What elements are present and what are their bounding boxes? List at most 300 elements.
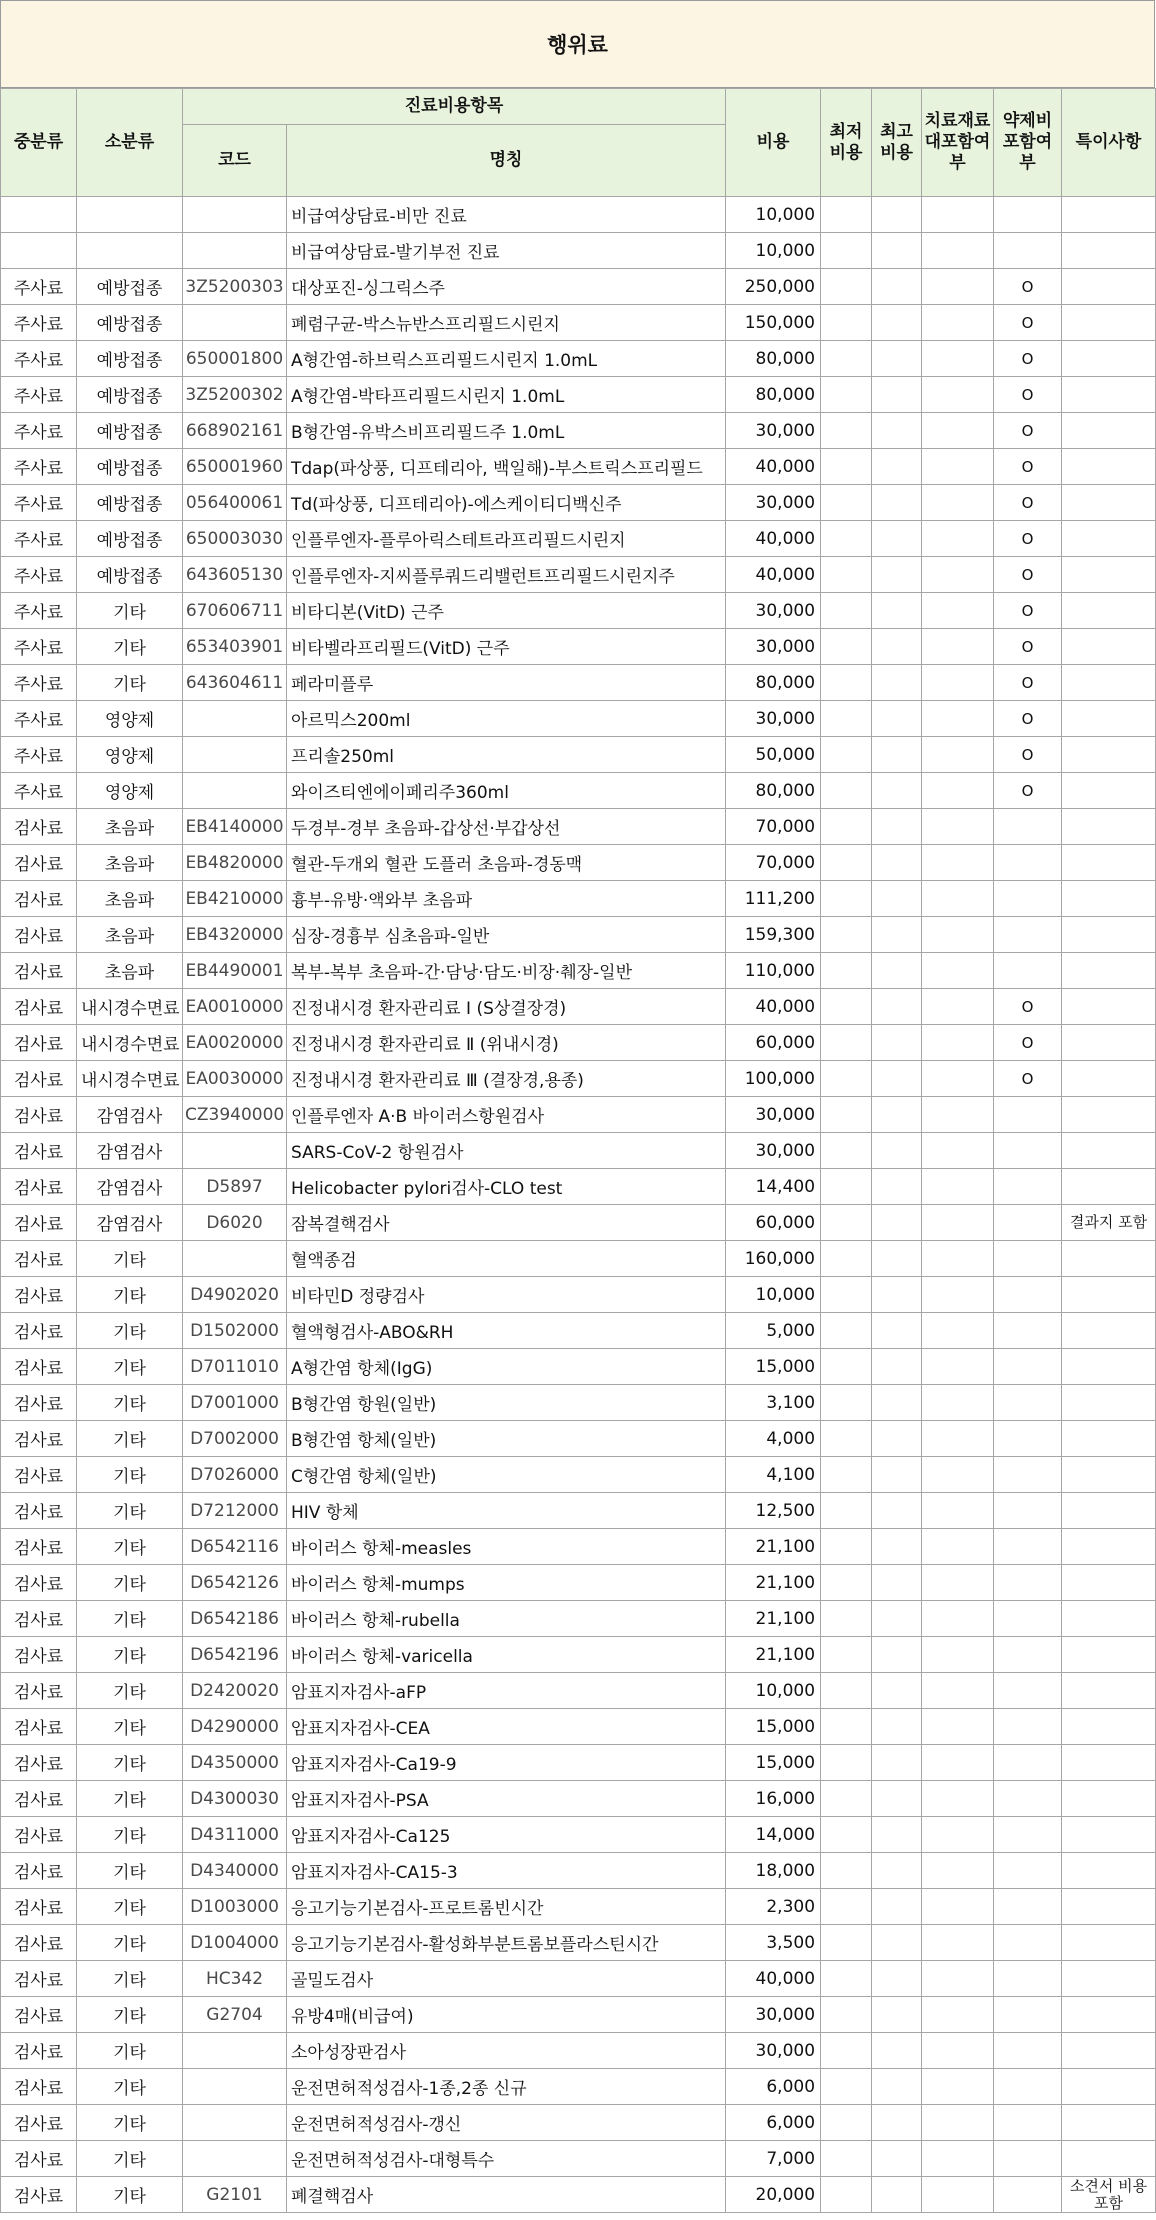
cell-max-cost: [872, 1637, 922, 1673]
table-row: [1, 953, 1156, 989]
cell-name: SARS-CoV-2 항원검사: [287, 1133, 726, 1169]
cell-max-cost: [872, 1097, 922, 1133]
cell-max-cost: [872, 1493, 922, 1529]
cell-max-cost: [872, 665, 922, 701]
cell-remarks: [1062, 1277, 1156, 1313]
cell-code: 643605130: [183, 557, 287, 593]
cell-sub-category: 기타: [77, 1493, 183, 1529]
cell-drug-included: O: [994, 1025, 1062, 1061]
cell-remarks: 결과지 포함: [1062, 1205, 1156, 1241]
cell-min-cost: [821, 1637, 872, 1673]
cell-name: B형간염 항원(일반): [287, 1385, 726, 1421]
cell-max-cost: [872, 233, 922, 269]
cell-cost: 12,500: [726, 1493, 821, 1529]
cell-min-cost: [821, 1745, 872, 1781]
cell-code: D2420020: [183, 1673, 287, 1709]
cell-remarks: [1062, 953, 1156, 989]
cell-min-cost: [821, 1133, 872, 1169]
cell-material-included: [922, 269, 994, 305]
cell-min-cost: [821, 773, 872, 809]
cell-min-cost: [821, 737, 872, 773]
cell-name: 혈액종검: [287, 1241, 726, 1277]
cell-material-included: [922, 701, 994, 737]
cell-cost: 30,000: [726, 2033, 821, 2069]
cell-drug-included: O: [994, 485, 1062, 521]
cell-code: D1502000: [183, 1313, 287, 1349]
cell-name: 심장-경흉부 심초음파-일반: [287, 917, 726, 953]
cell-code: 3Z5200303: [183, 269, 287, 305]
cell-min-cost: [821, 665, 872, 701]
cell-drug-included: O: [994, 557, 1062, 593]
cell-sub-category: 내시경수면료: [77, 1061, 183, 1097]
cell-max-cost: [872, 485, 922, 521]
cell-drug-included: [994, 1601, 1062, 1637]
cell-material-included: [922, 593, 994, 629]
cell-name: 골밀도검사: [287, 1961, 726, 1997]
cell-remarks: [1062, 1925, 1156, 1961]
cell-sub-category: 초음파: [77, 953, 183, 989]
cell-code: EA0020000: [183, 1025, 287, 1061]
cell-code: D4350000: [183, 1745, 287, 1781]
cell-cost: 10,000: [726, 197, 821, 233]
cell-material-included: [922, 773, 994, 809]
cell-max-cost: [872, 809, 922, 845]
cell-material-included: [922, 1421, 994, 1457]
cell-drug-included: O: [994, 629, 1062, 665]
cell-drug-included: O: [994, 701, 1062, 737]
cell-remarks: [1062, 341, 1156, 377]
cell-drug-included: O: [994, 665, 1062, 701]
cell-drug-included: O: [994, 989, 1062, 1025]
cell-sub-category: 초음파: [77, 809, 183, 845]
table-row: [1, 737, 1156, 773]
cell-remarks: [1062, 1745, 1156, 1781]
cell-name: 와이즈티엔에이페리주360ml: [287, 773, 726, 809]
cell-max-cost: [872, 1925, 922, 1961]
cell-mid-category: 주사료: [1, 737, 77, 773]
cell-material-included: [922, 1601, 994, 1637]
cell-name: 비타벨라프리필드(VitD) 근주: [287, 629, 726, 665]
cell-min-cost: [821, 1169, 872, 1205]
cell-code: D6542186: [183, 1601, 287, 1637]
cell-min-cost: [821, 1385, 872, 1421]
cell-mid-category: 검사료: [1, 1781, 77, 1817]
cell-min-cost: [821, 1025, 872, 1061]
cell-material-included: [922, 1349, 994, 1385]
cell-remarks: [1062, 1097, 1156, 1133]
cell-name: 바이러스 항체-measles: [287, 1529, 726, 1565]
cell-sub-category: 기타: [77, 1889, 183, 1925]
table-row: [1, 701, 1156, 737]
cell-min-cost: [821, 1241, 872, 1277]
cell-mid-category: 검사료: [1, 2105, 77, 2141]
cell-sub-category: 초음파: [77, 881, 183, 917]
cell-cost: 250,000: [726, 269, 821, 305]
cell-cost: 3,100: [726, 1385, 821, 1421]
cell-mid-category: 검사료: [1, 2069, 77, 2105]
cell-min-cost: [821, 341, 872, 377]
cell-mid-category: 주사료: [1, 521, 77, 557]
cell-min-cost: [821, 1349, 872, 1385]
cell-mid-category: 주사료: [1, 485, 77, 521]
cell-code: [183, 773, 287, 809]
cell-min-cost: [821, 1853, 872, 1889]
cell-name: 암표지자검사-CA15-3: [287, 1853, 726, 1889]
cell-drug-included: O: [994, 269, 1062, 305]
cell-code: 650001800: [183, 341, 287, 377]
cell-min-cost: [821, 1061, 872, 1097]
cell-code: EA0030000: [183, 1061, 287, 1097]
cell-material-included: [922, 1205, 994, 1241]
cell-max-cost: [872, 1781, 922, 1817]
cell-min-cost: [821, 989, 872, 1025]
cell-name: 운전면허적성검사-대형특수: [287, 2141, 726, 2177]
cell-sub-category: 기타: [77, 1997, 183, 2033]
cell-code: 650001960: [183, 449, 287, 485]
cell-cost: 21,100: [726, 1529, 821, 1565]
cell-cost: 16,000: [726, 1781, 821, 1817]
cell-drug-included: [994, 1313, 1062, 1349]
table-row: [1, 1637, 1156, 1673]
cell-cost: 21,100: [726, 1637, 821, 1673]
cell-mid-category: 검사료: [1, 2141, 77, 2177]
table-row: [1, 1385, 1156, 1421]
cell-mid-category: 검사료: [1, 1313, 77, 1349]
cell-cost: 30,000: [726, 1997, 821, 2033]
cell-sub-category: 감염검사: [77, 1169, 183, 1205]
cell-cost: 60,000: [726, 1025, 821, 1061]
cell-material-included: [922, 1385, 994, 1421]
cell-remarks: [1062, 413, 1156, 449]
cell-name: B형간염-유박스비프리필드주 1.0mL: [287, 413, 726, 449]
cell-sub-category: 기타: [77, 1781, 183, 1817]
cell-max-cost: [872, 413, 922, 449]
cell-drug-included: [994, 1565, 1062, 1601]
cell-mid-category: 검사료: [1, 1169, 77, 1205]
cell-material-included: [922, 665, 994, 701]
cell-remarks: [1062, 305, 1156, 341]
cell-mid-category: 검사료: [1, 1709, 77, 1745]
cell-mid-category: 주사료: [1, 665, 77, 701]
cell-min-cost: [821, 269, 872, 305]
cell-name: Tdap(파상풍, 디프테리아, 백일해)-부스트릭스프리필드: [287, 449, 726, 485]
table-row: [1, 2105, 1156, 2141]
cell-remarks: [1062, 809, 1156, 845]
table-row: [1, 1817, 1156, 1853]
cell-remarks: [1062, 521, 1156, 557]
cell-min-cost: [821, 917, 872, 953]
cell-code: [183, 737, 287, 773]
cell-mid-category: 검사료: [1, 1601, 77, 1637]
table-row: [1, 665, 1156, 701]
cell-mid-category: 주사료: [1, 629, 77, 665]
cell-material-included: [922, 1169, 994, 1205]
cell-max-cost: [872, 2105, 922, 2141]
cell-cost: 80,000: [726, 773, 821, 809]
table-row: [1, 917, 1156, 953]
cell-name: 아르믹스200ml: [287, 701, 726, 737]
table-row: [1, 1349, 1156, 1385]
cell-name: A형간염 항체(IgG): [287, 1349, 726, 1385]
cell-cost: 30,000: [726, 593, 821, 629]
cell-name: 운전면허적성검사-갱신: [287, 2105, 726, 2141]
cell-name: 대상포진-싱그릭스주: [287, 269, 726, 305]
cell-name: 흉부-유방·액와부 초음파: [287, 881, 726, 917]
cell-drug-included: O: [994, 305, 1062, 341]
cell-mid-category: 검사료: [1, 1925, 77, 1961]
cell-name: 비급여상담료-발기부전 진료: [287, 233, 726, 269]
cell-sub-category: 감염검사: [77, 1097, 183, 1133]
cell-cost: 80,000: [726, 377, 821, 413]
cell-name: A형간염-하브릭스프리필드시린지 1.0mL: [287, 341, 726, 377]
cell-code: 668902161: [183, 413, 287, 449]
cell-min-cost: [821, 2141, 872, 2177]
cell-remarks: [1062, 773, 1156, 809]
cell-remarks: [1062, 1673, 1156, 1709]
cell-material-included: [922, 881, 994, 917]
cell-name: 응고기능기본검사-프로트롬빈시간: [287, 1889, 726, 1925]
cell-drug-included: [994, 1889, 1062, 1925]
cell-cost: 15,000: [726, 1709, 821, 1745]
cell-cost: 30,000: [726, 701, 821, 737]
cell-code: G2101: [183, 2177, 287, 2213]
table-row: [1, 1529, 1156, 1565]
cell-material-included: [922, 953, 994, 989]
cell-mid-category: 주사료: [1, 449, 77, 485]
cell-material-included: [922, 1277, 994, 1313]
cell-drug-included: [994, 1709, 1062, 1745]
cell-code: D4300030: [183, 1781, 287, 1817]
cell-material-included: [922, 197, 994, 233]
cell-sub-category: 예방접종: [77, 413, 183, 449]
cell-cost: 14,400: [726, 1169, 821, 1205]
cell-remarks: [1062, 1709, 1156, 1745]
cell-name: 비급여상담료-비만 진료: [287, 197, 726, 233]
cell-sub-category: 기타: [77, 1853, 183, 1889]
cell-name: 복부-복부 초음파-간·담낭·담도·비장·췌장-일반: [287, 953, 726, 989]
cell-cost: 15,000: [726, 1349, 821, 1385]
cell-name: 암표지자검사-Ca125: [287, 1817, 726, 1853]
cell-code: 643604611: [183, 665, 287, 701]
cell-name: 암표지자검사-PSA: [287, 1781, 726, 1817]
cell-material-included: [922, 1493, 994, 1529]
cell-max-cost: [872, 1061, 922, 1097]
cell-cost: 10,000: [726, 233, 821, 269]
table-row: [1, 485, 1156, 521]
cell-code: [183, 2033, 287, 2069]
cell-code: [183, 2141, 287, 2177]
cell-max-cost: [872, 1241, 922, 1277]
cell-drug-included: [994, 1421, 1062, 1457]
table-row: [1, 1925, 1156, 1961]
cell-drug-included: [994, 1745, 1062, 1781]
cell-max-cost: [872, 1421, 922, 1457]
cell-sub-category: 기타: [77, 2033, 183, 2069]
cell-sub-category: 초음파: [77, 845, 183, 881]
cell-code: EB4210000: [183, 881, 287, 917]
cell-min-cost: [821, 2177, 872, 2213]
cell-sub-category: 기타: [77, 1637, 183, 1673]
cell-max-cost: [872, 1817, 922, 1853]
cell-material-included: [922, 1961, 994, 1997]
cell-sub-category: 기타: [77, 1421, 183, 1457]
cell-min-cost: [821, 1421, 872, 1457]
cell-mid-category: 검사료: [1, 1421, 77, 1457]
cell-sub-category: 영양제: [77, 773, 183, 809]
cell-material-included: [922, 1061, 994, 1097]
cell-max-cost: [872, 1853, 922, 1889]
cell-code: D1004000: [183, 1925, 287, 1961]
cell-max-cost: [872, 1529, 922, 1565]
cell-material-included: [922, 1133, 994, 1169]
cell-max-cost: [872, 593, 922, 629]
cell-min-cost: [821, 2069, 872, 2105]
cell-remarks: [1062, 989, 1156, 1025]
header-drug-included: 약제비포함여부: [994, 89, 1062, 197]
cell-cost: 50,000: [726, 737, 821, 773]
cell-min-cost: [821, 1997, 872, 2033]
cell-sub-category: [77, 233, 183, 269]
cell-code: D7026000: [183, 1457, 287, 1493]
table-row: [1, 1781, 1156, 1817]
cell-sub-category: 기타: [77, 1241, 183, 1277]
cell-drug-included: [994, 845, 1062, 881]
cell-remarks: [1062, 701, 1156, 737]
table-row: [1, 557, 1156, 593]
cell-sub-category: 기타: [77, 1529, 183, 1565]
cell-material-included: [922, 2177, 994, 2213]
cell-cost: 40,000: [726, 989, 821, 1025]
cell-cost: 80,000: [726, 341, 821, 377]
cell-material-included: [922, 1853, 994, 1889]
cell-sub-category: 기타: [77, 1817, 183, 1853]
cell-sub-category: 예방접종: [77, 269, 183, 305]
cell-remarks: [1062, 377, 1156, 413]
cell-cost: 30,000: [726, 1097, 821, 1133]
cell-name: 소아성장판검사: [287, 2033, 726, 2069]
cell-name: 두경부-경부 초음파-갑상선·부갑상선: [287, 809, 726, 845]
cell-mid-category: 검사료: [1, 1205, 77, 1241]
table-row: [1, 2069, 1156, 2105]
header-mid-category: 중분류: [1, 89, 77, 197]
cell-min-cost: [821, 629, 872, 665]
cell-mid-category: 주사료: [1, 269, 77, 305]
cell-cost: 110,000: [726, 953, 821, 989]
cell-name: 바이러스 항체-varicella: [287, 1637, 726, 1673]
cell-drug-included: [994, 953, 1062, 989]
cell-name: 인플루엔자-플루아릭스테트라프리필드시린지: [287, 521, 726, 557]
cell-remarks: [1062, 1025, 1156, 1061]
cell-min-cost: [821, 881, 872, 917]
cell-mid-category: 주사료: [1, 701, 77, 737]
cell-mid-category: 검사료: [1, 1745, 77, 1781]
cell-name: C형간염 항체(일반): [287, 1457, 726, 1493]
cell-name: 암표지자검사-Ca19-9: [287, 1745, 726, 1781]
table-row: [1, 773, 1156, 809]
cell-max-cost: [872, 917, 922, 953]
cell-min-cost: [821, 1529, 872, 1565]
cell-name: 바이러스 항체-mumps: [287, 1565, 726, 1601]
cell-cost: 160,000: [726, 1241, 821, 1277]
table-row: [1, 1061, 1156, 1097]
cell-cost: 70,000: [726, 845, 821, 881]
cell-code: D4290000: [183, 1709, 287, 1745]
header-min-cost: 최저비용: [821, 89, 872, 197]
cell-code: D4902020: [183, 1277, 287, 1313]
cell-remarks: [1062, 845, 1156, 881]
table-row: [1, 845, 1156, 881]
cell-drug-included: O: [994, 593, 1062, 629]
table-row: [1, 413, 1156, 449]
cell-max-cost: [872, 1169, 922, 1205]
cell-drug-included: [994, 233, 1062, 269]
cell-remarks: [1062, 1457, 1156, 1493]
table-row: [1, 1565, 1156, 1601]
sheet-title: 행위료: [0, 0, 1155, 88]
cell-drug-included: [994, 2141, 1062, 2177]
cell-remarks: [1062, 2069, 1156, 2105]
cell-max-cost: [872, 701, 922, 737]
cell-sub-category: 감염검사: [77, 1133, 183, 1169]
table-row: [1, 233, 1156, 269]
cell-remarks: [1062, 737, 1156, 773]
cell-cost: 20,000: [726, 2177, 821, 2213]
table-row: [1, 1673, 1156, 1709]
cell-max-cost: [872, 449, 922, 485]
cell-min-cost: [821, 377, 872, 413]
cell-material-included: [922, 1565, 994, 1601]
cell-code: D4311000: [183, 1817, 287, 1853]
cell-material-included: [922, 2105, 994, 2141]
cell-max-cost: [872, 377, 922, 413]
cell-name: 인플루엔자 A·B 바이러스항원검사: [287, 1097, 726, 1133]
cell-remarks: [1062, 1061, 1156, 1097]
cell-mid-category: 검사료: [1, 1025, 77, 1061]
cell-max-cost: [872, 1349, 922, 1385]
cell-sub-category: 예방접종: [77, 449, 183, 485]
cell-name: Td(파상풍, 디프테리아)-에스케이티디백신주: [287, 485, 726, 521]
cell-code: D6542196: [183, 1637, 287, 1673]
cell-name: 비타디본(VitD) 근주: [287, 593, 726, 629]
cell-sub-category: 예방접종: [77, 521, 183, 557]
cell-remarks: [1062, 1421, 1156, 1457]
cell-remarks: [1062, 1241, 1156, 1277]
cell-drug-included: [994, 1241, 1062, 1277]
cell-name: 바이러스 항체-rubella: [287, 1601, 726, 1637]
cell-cost: 30,000: [726, 485, 821, 521]
cell-mid-category: 검사료: [1, 1133, 77, 1169]
cell-remarks: [1062, 1961, 1156, 1997]
cell-remarks: [1062, 1133, 1156, 1169]
cell-remarks: [1062, 1313, 1156, 1349]
cell-sub-category: 영양제: [77, 737, 183, 773]
cell-min-cost: [821, 701, 872, 737]
cell-mid-category: 검사료: [1, 1349, 77, 1385]
cell-max-cost: [872, 2069, 922, 2105]
cell-mid-category: 주사료: [1, 305, 77, 341]
cell-max-cost: [872, 845, 922, 881]
cell-material-included: [922, 341, 994, 377]
cell-cost: 6,000: [726, 2105, 821, 2141]
cell-mid-category: 검사료: [1, 1637, 77, 1673]
cell-max-cost: [872, 1277, 922, 1313]
cell-name: A형간염-박타프리필드시린지 1.0mL: [287, 377, 726, 413]
cell-remarks: [1062, 1889, 1156, 1925]
cell-max-cost: [872, 521, 922, 557]
table-row: [1, 2033, 1156, 2069]
cell-drug-included: [994, 1277, 1062, 1313]
cell-max-cost: [872, 2177, 922, 2213]
